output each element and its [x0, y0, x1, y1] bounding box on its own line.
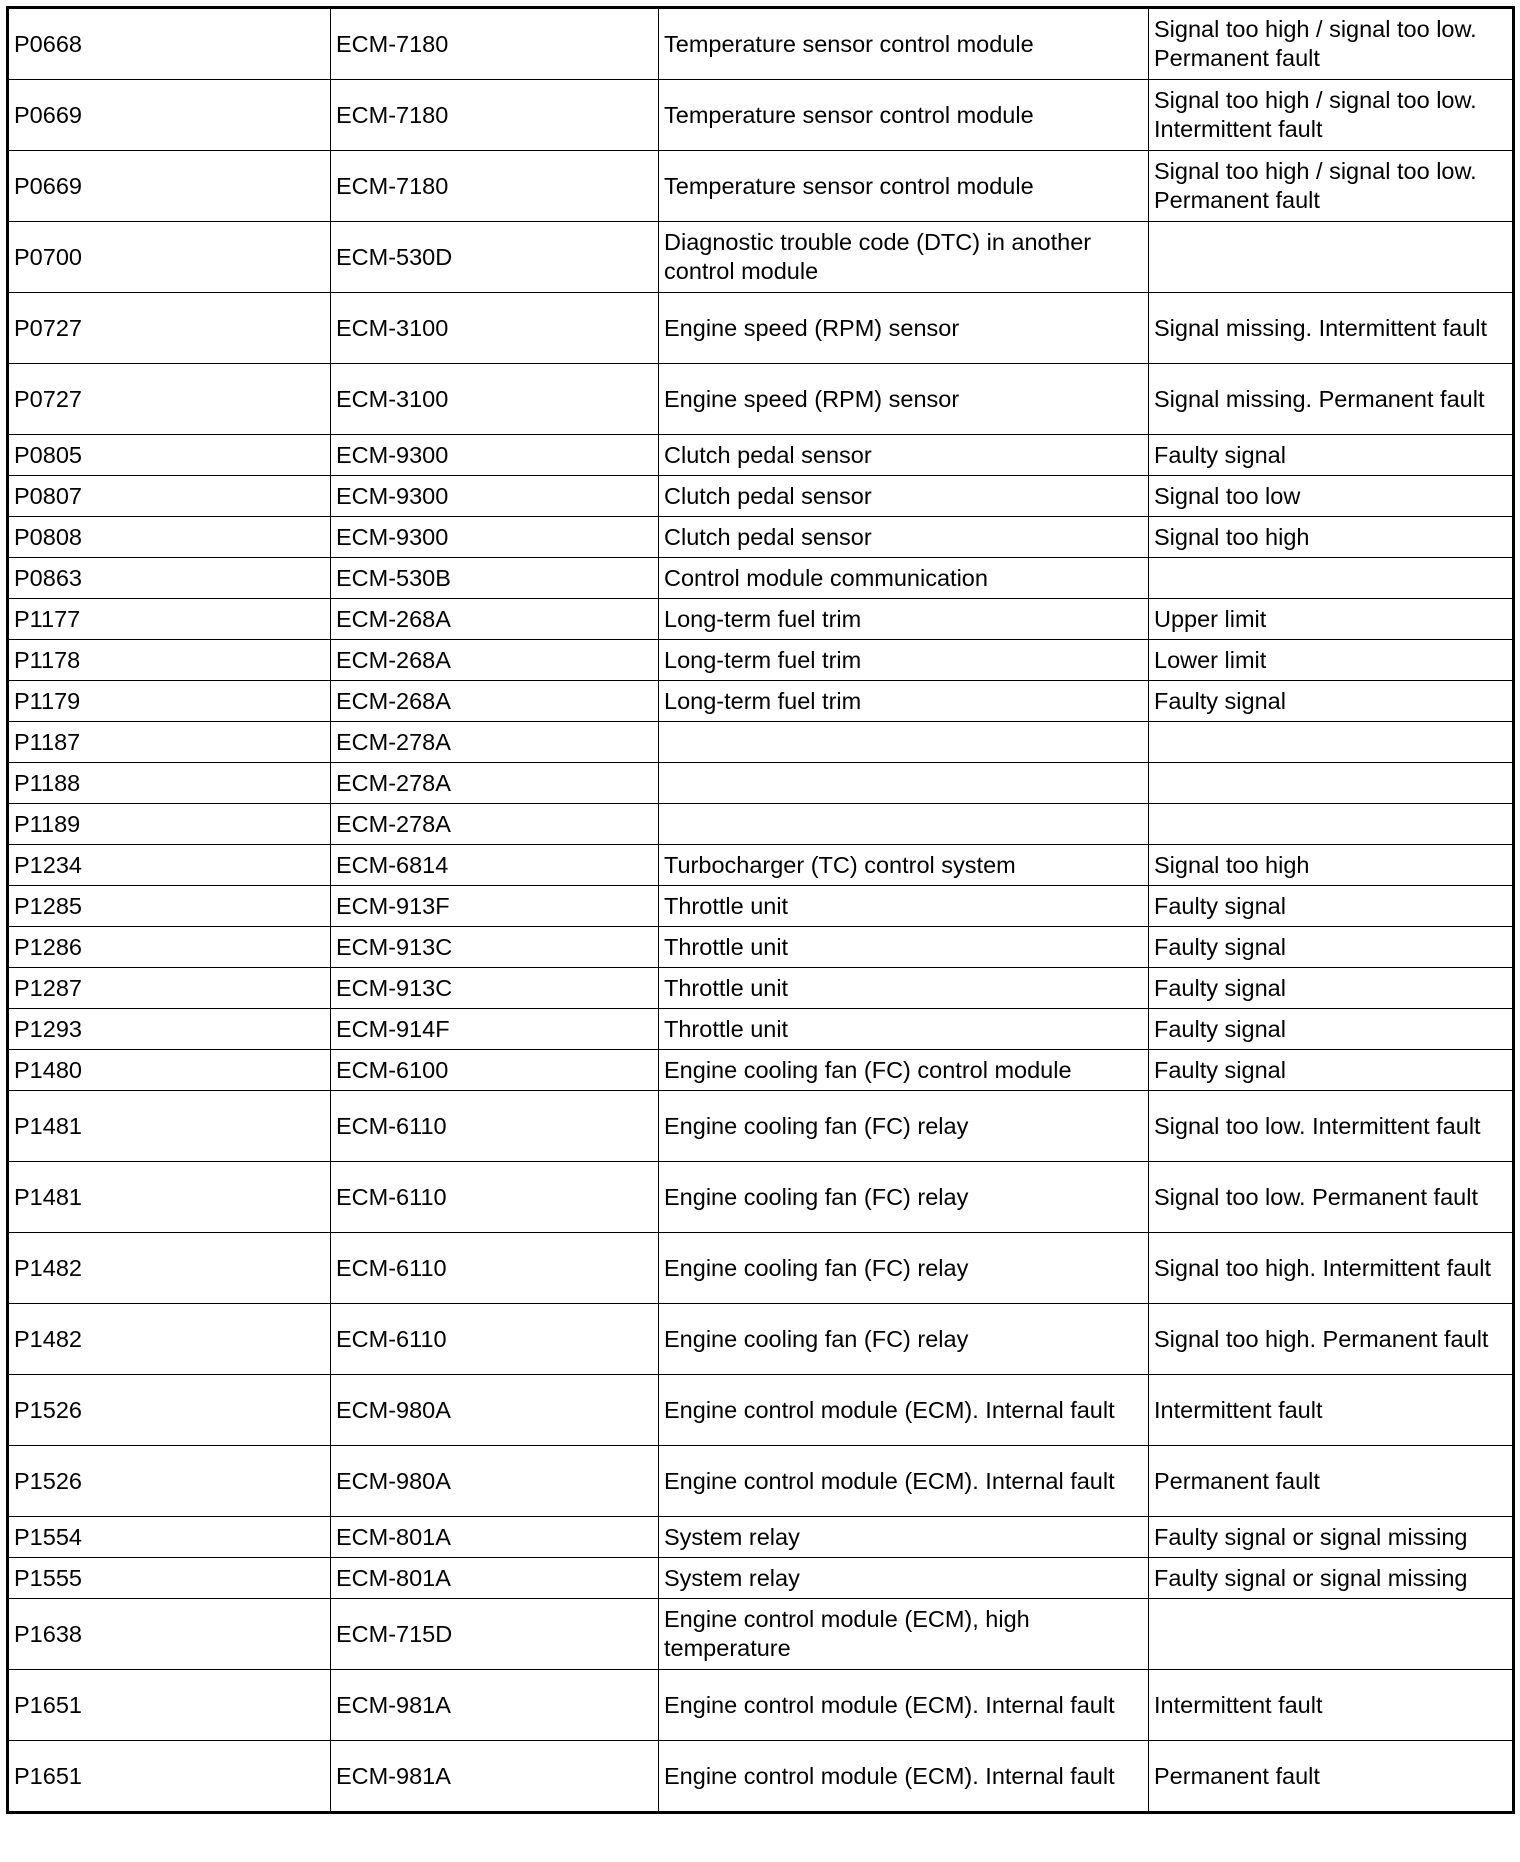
component-cell: Turbocharger (TC) control system	[659, 845, 1149, 886]
dtc-code-cell: P1481	[8, 1091, 331, 1162]
table-row	[8, 8, 1514, 80]
table-row	[8, 1162, 1514, 1233]
component-cell: Clutch pedal sensor	[659, 476, 1149, 517]
table-row	[8, 1517, 1514, 1558]
ecm-code-cell: ECM-6110	[331, 1091, 659, 1162]
fault-description-cell: Faulty signal	[1149, 1050, 1514, 1091]
ecm-code-cell: ECM-6110	[331, 1162, 659, 1233]
dtc-code-cell: P1179	[8, 681, 331, 722]
ecm-code-cell: ECM-6110	[331, 1233, 659, 1304]
fault-description-cell	[1149, 1599, 1514, 1670]
table-row	[8, 845, 1514, 886]
ecm-code-cell: ECM-981A	[331, 1741, 659, 1813]
fault-description-cell	[1149, 722, 1514, 763]
dtc-code-cell: P1234	[8, 845, 331, 886]
fault-description-cell: Faulty signal or signal missing	[1149, 1517, 1514, 1558]
fault-description-cell: Faulty signal	[1149, 886, 1514, 927]
dtc-code-cell: P1526	[8, 1446, 331, 1517]
component-cell: Temperature sensor control module	[659, 8, 1149, 80]
component-cell: Engine control module (ECM). Internal fault	[659, 1741, 1149, 1813]
component-cell: Engine cooling fan (FC) relay	[659, 1162, 1149, 1233]
ecm-code-cell: ECM-530B	[331, 558, 659, 599]
table-row	[8, 1599, 1514, 1670]
table-row	[8, 364, 1514, 435]
dtc-code-cell: P1482	[8, 1233, 331, 1304]
table-row	[8, 1741, 1514, 1813]
table-row	[8, 681, 1514, 722]
dtc-code-cell: P0807	[8, 476, 331, 517]
ecm-code-cell: ECM-3100	[331, 293, 659, 364]
component-cell: Engine control module (ECM). Internal fault	[659, 1670, 1149, 1741]
dtc-code-cell: P1177	[8, 599, 331, 640]
component-cell	[659, 722, 1149, 763]
component-cell: Diagnostic trouble code (DTC) in another control module	[659, 222, 1149, 293]
dtc-code-cell: P1481	[8, 1162, 331, 1233]
dtc-code-cell: P1651	[8, 1741, 331, 1813]
dtc-code-cell: P1187	[8, 722, 331, 763]
dtc-code-cell: P1285	[8, 886, 331, 927]
dtc-code-cell: P1526	[8, 1375, 331, 1446]
component-cell: Clutch pedal sensor	[659, 517, 1149, 558]
ecm-code-cell: ECM-6100	[331, 1050, 659, 1091]
component-cell	[659, 763, 1149, 804]
table-row	[8, 476, 1514, 517]
component-cell: Throttle unit	[659, 968, 1149, 1009]
ecm-code-cell: ECM-278A	[331, 763, 659, 804]
fault-description-cell: Signal too low. Permanent fault	[1149, 1162, 1514, 1233]
component-cell: Engine cooling fan (FC) relay	[659, 1091, 1149, 1162]
table-row	[8, 435, 1514, 476]
dtc-code-cell: P1188	[8, 763, 331, 804]
ecm-code-cell: ECM-715D	[331, 1599, 659, 1670]
fault-description-cell	[1149, 763, 1514, 804]
table-row	[8, 1670, 1514, 1741]
component-cell: Throttle unit	[659, 1009, 1149, 1050]
component-cell	[659, 804, 1149, 845]
fault-description-cell: Intermittent fault	[1149, 1670, 1514, 1741]
fault-description-cell	[1149, 558, 1514, 599]
dtc-code-cell: P1554	[8, 1517, 331, 1558]
ecm-code-cell: ECM-278A	[331, 804, 659, 845]
fault-description-cell: Signal too high	[1149, 517, 1514, 558]
dtc-code-cell: P0727	[8, 364, 331, 435]
component-cell: Clutch pedal sensor	[659, 435, 1149, 476]
fault-description-cell: Permanent fault	[1149, 1446, 1514, 1517]
table-row	[8, 599, 1514, 640]
ecm-code-cell: ECM-7180	[331, 8, 659, 80]
ecm-code-cell: ECM-7180	[331, 80, 659, 151]
component-cell: Temperature sensor control module	[659, 80, 1149, 151]
fault-description-cell: Signal missing. Intermittent fault	[1149, 293, 1514, 364]
dtc-code-cell: P0700	[8, 222, 331, 293]
dtc-code-cell: P1189	[8, 804, 331, 845]
table-row	[8, 804, 1514, 845]
component-cell: Throttle unit	[659, 886, 1149, 927]
component-cell: Engine control module (ECM). Internal fault	[659, 1375, 1149, 1446]
ecm-code-cell: ECM-981A	[331, 1670, 659, 1741]
ecm-code-cell: ECM-530D	[331, 222, 659, 293]
fault-description-cell: Signal too low. Intermittent fault	[1149, 1091, 1514, 1162]
component-cell: Temperature sensor control module	[659, 151, 1149, 222]
component-cell: Engine speed (RPM) sensor	[659, 293, 1149, 364]
ecm-code-cell: ECM-9300	[331, 435, 659, 476]
fault-description-cell	[1149, 222, 1514, 293]
table-row	[8, 1558, 1514, 1599]
table-row	[8, 1009, 1514, 1050]
dtc-code-cell: P1651	[8, 1670, 331, 1741]
dtc-code-cell: P1480	[8, 1050, 331, 1091]
dtc-code-cell: P1286	[8, 927, 331, 968]
table-row	[8, 1091, 1514, 1162]
ecm-code-cell: ECM-913C	[331, 968, 659, 1009]
fault-description-cell: Signal too high / signal too low. Intermittent fault	[1149, 80, 1514, 151]
table-row	[8, 1233, 1514, 1304]
table-row	[8, 640, 1514, 681]
dtc-code-cell: P0808	[8, 517, 331, 558]
component-cell: Engine cooling fan (FC) control module	[659, 1050, 1149, 1091]
ecm-code-cell: ECM-268A	[331, 599, 659, 640]
fault-description-cell: Signal too high / signal too low. Permanent fault	[1149, 151, 1514, 222]
ecm-code-cell: ECM-980A	[331, 1375, 659, 1446]
component-cell: Engine cooling fan (FC) relay	[659, 1304, 1149, 1375]
component-cell: Throttle unit	[659, 927, 1149, 968]
component-cell: Long-term fuel trim	[659, 640, 1149, 681]
fault-description-cell: Permanent fault	[1149, 1741, 1514, 1813]
ecm-code-cell: ECM-6110	[331, 1304, 659, 1375]
component-cell: Long-term fuel trim	[659, 681, 1149, 722]
table-row	[8, 1050, 1514, 1091]
table-row	[8, 886, 1514, 927]
component-cell: Engine speed (RPM) sensor	[659, 364, 1149, 435]
ecm-code-cell: ECM-913C	[331, 927, 659, 968]
table-row	[8, 722, 1514, 763]
ecm-code-cell: ECM-268A	[331, 640, 659, 681]
dtc-code-cell: P0805	[8, 435, 331, 476]
ecm-code-cell: ECM-801A	[331, 1558, 659, 1599]
dtc-code-cell: P0669	[8, 80, 331, 151]
fault-description-cell: Signal too high. Intermittent fault	[1149, 1233, 1514, 1304]
dtc-code-cell: P1482	[8, 1304, 331, 1375]
dtc-code-cell: P0668	[8, 8, 331, 80]
table-row	[8, 151, 1514, 222]
table-row	[8, 222, 1514, 293]
component-cell: System relay	[659, 1558, 1149, 1599]
component-cell: System relay	[659, 1517, 1149, 1558]
component-cell: Engine control module (ECM), high temperature	[659, 1599, 1149, 1670]
dtc-table	[6, 6, 1515, 1814]
fault-description-cell: Signal missing. Permanent fault	[1149, 364, 1514, 435]
ecm-code-cell: ECM-914F	[331, 1009, 659, 1050]
table-row	[8, 558, 1514, 599]
fault-description-cell: Signal too high. Permanent fault	[1149, 1304, 1514, 1375]
dtc-code-cell: P0669	[8, 151, 331, 222]
table-row	[8, 763, 1514, 804]
dtc-code-cell: P1287	[8, 968, 331, 1009]
fault-description-cell: Signal too low	[1149, 476, 1514, 517]
table-row	[8, 1375, 1514, 1446]
ecm-code-cell: ECM-801A	[331, 1517, 659, 1558]
dtc-code-cell: P1293	[8, 1009, 331, 1050]
table-row	[8, 293, 1514, 364]
fault-description-cell: Signal too high	[1149, 845, 1514, 886]
fault-description-cell: Lower limit	[1149, 640, 1514, 681]
fault-description-cell: Upper limit	[1149, 599, 1514, 640]
fault-description-cell: Faulty signal	[1149, 1009, 1514, 1050]
ecm-code-cell: ECM-7180	[331, 151, 659, 222]
dtc-code-cell: P0727	[8, 293, 331, 364]
component-cell: Engine control module (ECM). Internal fault	[659, 1446, 1149, 1517]
dtc-code-cell: P0863	[8, 558, 331, 599]
dtc-code-cell: P1555	[8, 1558, 331, 1599]
ecm-code-cell: ECM-3100	[331, 364, 659, 435]
dtc-table-body	[8, 8, 1514, 1813]
fault-description-cell: Signal too high / signal too low. Permanent fault	[1149, 8, 1514, 80]
dtc-code-cell: P1178	[8, 640, 331, 681]
ecm-code-cell: ECM-278A	[331, 722, 659, 763]
table-row	[8, 1446, 1514, 1517]
component-cell: Long-term fuel trim	[659, 599, 1149, 640]
ecm-code-cell: ECM-913F	[331, 886, 659, 927]
component-cell: Engine cooling fan (FC) relay	[659, 1233, 1149, 1304]
table-row	[8, 927, 1514, 968]
fault-description-cell: Faulty signal	[1149, 681, 1514, 722]
fault-description-cell: Faulty signal	[1149, 968, 1514, 1009]
fault-description-cell: Intermittent fault	[1149, 1375, 1514, 1446]
ecm-code-cell: ECM-6814	[331, 845, 659, 886]
table-row	[8, 968, 1514, 1009]
table-row	[8, 1304, 1514, 1375]
ecm-code-cell: ECM-268A	[331, 681, 659, 722]
dtc-code-cell: P1638	[8, 1599, 331, 1670]
ecm-code-cell: ECM-9300	[331, 517, 659, 558]
ecm-code-cell: ECM-980A	[331, 1446, 659, 1517]
ecm-code-cell: ECM-9300	[331, 476, 659, 517]
fault-description-cell	[1149, 804, 1514, 845]
fault-description-cell: Faulty signal	[1149, 927, 1514, 968]
component-cell: Control module communication	[659, 558, 1149, 599]
fault-description-cell: Faulty signal or signal missing	[1149, 1558, 1514, 1599]
fault-description-cell: Faulty signal	[1149, 435, 1514, 476]
table-row	[8, 80, 1514, 151]
table-row	[8, 517, 1514, 558]
